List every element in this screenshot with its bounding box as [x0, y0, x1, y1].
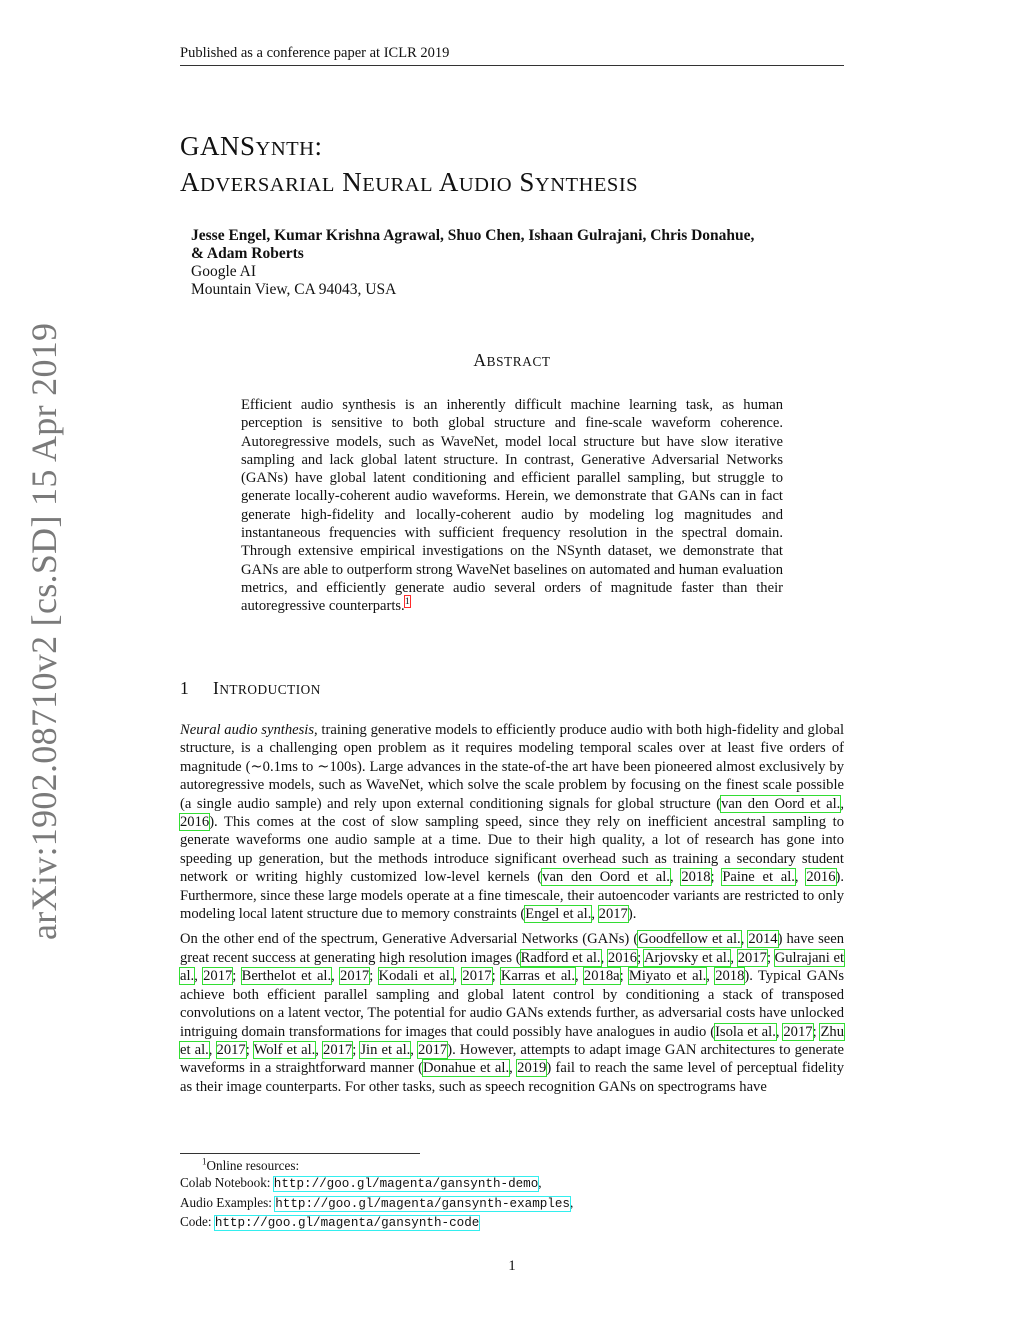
paper-title: [180, 130, 638, 202]
author-block: [191, 227, 831, 299]
citation-link[interactable]: 2017: [598, 906, 628, 923]
footnote-colab: Colab Notebook: http://goo.gl/magenta/gansynth-demo,: [180, 1175, 542, 1192]
citation-link[interactable]: Goodfellow et al.: [638, 931, 741, 948]
introduction-body: [180, 721, 844, 1103]
address: Mountain View, CA 94043, USA: [191, 281, 397, 298]
section-heading-introduction: 1 INTRODUCTION: [180, 678, 321, 698]
footnote-link[interactable]: 1: [404, 596, 410, 608]
footnote-rule: [180, 1153, 420, 1154]
citation-link[interactable]: 2017: [737, 949, 767, 966]
citation-link[interactable]: 2014: [748, 931, 778, 948]
paragraph: Neural audio synthesis, training generative models to efficiently produce audio with both high-fidelity and global structure, is a challenging open problem as it requires modeling temporal scales over at least five orders of magnitude (∼0.1ms to ∼100s). Large advances in the state-of-the art have been pioneered almost exclusively by autoregressive models, such as WaveNet, which solve the scale problem by focusing on the finest scale possible (a single audio sample) and rely upon external conditioning signals for global structure (van den Oord et al., 2016). This comes at the cost of slow sampling speed, since they rely on inefficient ancestral sampling to generate waveforms one audio sample at a time. Due to their high quality, a lot of research has gone into speeding up generation, but the methods introduce significant overhead such as training a secondary student network or writing highly customized low-level kernels (van den Oord et al., 2018; Paine et al., 2016). Furthermore, since these large models operate at a fine timescale, their autoencoder variants are restricted to only modeling local latent structure due to memory constraints (Engel et al., 2017).: [180, 722, 845, 923]
citation-link[interactable]: Arjovsky et al.: [644, 949, 731, 966]
arxiv-stamp: arXiv:1902.08710v2 [cs.SD] 15 Apr 2019: [24, 322, 64, 940]
citation-link[interactable]: van den Oord et al.: [721, 795, 841, 812]
abstract-text: Efficient audio synthesis is an inherently difficult machine learning task, as human perception is sensitive to both global structure and fine-scale waveform coherence. Autoregressive models, such as WaveNet, model local structure but have slow iterative sampling and lack global latent structure. In contrast, Generative Adversarial Networks (GANs) have global latent conditioning and efficient parallel sampling, but struggle to generate locally-coherent audio waveforms. Herein, we demonstrate that GANs can in fact generate high-fidelity and locally-coherent audio by modeling log magnitudes and instantaneous frequencies with sufficient frequency resolution in the spectral domain. Through extensive empirical investigations on the NSynth dataset, we demonstrate that GANs are able to outperform strong WaveNet baselines on automated and human evaluation metrics, and efficiently generate audio several orders of magnitude faster than their autoregressive counterparts.$^1$: [241, 397, 783, 615]
citation-link[interactable]: Radford et al.: [520, 949, 601, 966]
citation-link[interactable]: Gulrajani et al.: [180, 949, 844, 985]
citation-link[interactable]: 2017: [203, 968, 233, 985]
colab-link[interactable]: http://goo.gl/magenta/gansynth-demo: [273, 1177, 539, 1192]
citation-link[interactable]: Donahue et al.: [423, 1060, 510, 1077]
citation-link[interactable]: 2017: [323, 1041, 353, 1058]
citation-link[interactable]: Kodali et al.: [378, 968, 454, 985]
citation-link[interactable]: 2017: [216, 1041, 246, 1058]
citation-link[interactable]: Wolf et al.: [253, 1041, 316, 1058]
citation-link[interactable]: 2018: [715, 968, 745, 985]
citation-link[interactable]: Jin et al.: [360, 1041, 411, 1058]
footnote-audio: Audio Examples: http://goo.gl/magenta/gansynth-examples,: [180, 1194, 574, 1211]
citation-link[interactable]: Engel et al.: [525, 906, 592, 923]
footnote-code: Code: http://goo.gl/magenta/gansynth-code: [180, 1214, 480, 1231]
citation-link[interactable]: Berthelot et al.: [241, 968, 332, 985]
affiliation: Google AI: [191, 263, 257, 280]
footnote: [180, 1157, 844, 1233]
footnote-intro: $^1$Online resources:: [202, 1156, 300, 1173]
citation-link[interactable]: 2018: [681, 869, 711, 886]
author-names: Jesse Engel, Kumar Krishna Agrawal, Shuo Chen, Ishaan Gulrajani, Chris Donahue,: [191, 227, 755, 244]
citation-link[interactable]: Miyato et al.: [628, 968, 707, 985]
citation-link[interactable]: 2017: [462, 968, 492, 985]
title-line-1: GANSYNTH:: [180, 131, 323, 161]
code-link[interactable]: http://goo.gl/magenta/gansynth-code: [214, 1216, 480, 1231]
title-line-2: ADVERSARIAL NEURAL AUDIO SYNTHESIS: [180, 167, 639, 197]
citation-link[interactable]: 2018a: [583, 968, 620, 985]
citation-link[interactable]: 2016: [806, 869, 836, 886]
citation-link[interactable]: Zhu et al.: [180, 1023, 844, 1058]
citation-link[interactable]: 2016: [607, 949, 638, 966]
citation-link[interactable]: 2017: [340, 968, 370, 985]
paragraph: On the other end of the spectrum, Generative Adversarial Networks (GANs) (Goodfellow et al., 2014) have seen great recent success at generating high resolution images (Radford et al., 2016; Arjovsky et al., 2017; Gulrajani et al., 2017; Berthelot et al., 2017; Kodali et al., 2017; Karras et al., 2018a; Miyato et al., 2018). Typical GANs achieve both efficient parallel sampling and global latent control by conditioning a stack of transposed convolutions on a latent vector, The potential for audio GANs extends further, as adversarial costs have unlocked intriguing domain transformations for images that could possibly have analogues in audio (Isola et al., 2017; Zhu et al., 2017; Wolf et al., 2017; Jin et al., 2017). However, attempts to adapt image GAN architectures to generate waveforms in a straightforward manner (Donahue et al., 2019) fail to reach the same level of perceptual fidelity as their image counterparts. For other tasks, such as speech recognition GANs on spectrograms have: [180, 931, 844, 1095]
running-header: Published as a conference paper at ICLR 2019: [180, 44, 844, 66]
author-names-cont: & Adam Roberts: [191, 245, 304, 262]
citation-link[interactable]: Paine et al.: [722, 869, 795, 886]
citation-link[interactable]: 2019: [517, 1060, 547, 1077]
citation-link[interactable]: 2016: [180, 814, 210, 831]
citation-link[interactable]: 2017: [418, 1041, 448, 1058]
abstract-heading: ABSTRACT: [473, 350, 551, 370]
citation-link[interactable]: Isola et al.: [715, 1023, 776, 1040]
page-number: 1: [508, 1258, 516, 1274]
citation-link[interactable]: 2017: [783, 1023, 813, 1040]
audio-examples-link[interactable]: http://goo.gl/magenta/gansynth-examples: [275, 1196, 570, 1211]
citation-link[interactable]: van den Oord et al.: [542, 869, 670, 886]
citation-link[interactable]: Karras et al.: [500, 968, 576, 985]
